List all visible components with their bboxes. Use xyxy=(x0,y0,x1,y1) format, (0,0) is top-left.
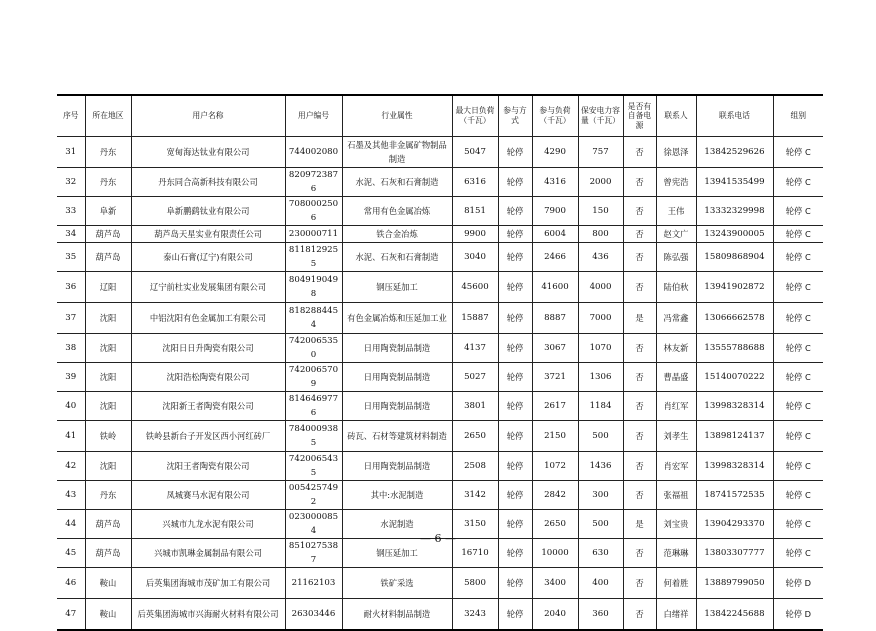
cell-name: 泰山石膏(辽宁)有限公司 xyxy=(131,243,285,272)
cell-phone: 18741572535 xyxy=(696,481,773,510)
column-header: 最大日负荷（千瓦） xyxy=(452,95,498,137)
cell-no: 43 xyxy=(57,481,85,510)
cell-backup: 否 xyxy=(623,197,656,226)
cell-load: 2650 xyxy=(532,510,578,539)
cell-load: 7900 xyxy=(532,197,578,226)
cell-no: 33 xyxy=(57,197,85,226)
cell-contact: 徐恩泽 xyxy=(656,137,696,168)
cell-security: 1184 xyxy=(578,392,623,421)
table-row xyxy=(57,243,823,272)
cell-name: 后英集团海城市兴海耐火材料有限公司 xyxy=(131,599,285,631)
cell-load: 8887 xyxy=(532,303,578,334)
cell-name: 后英集团海城市茂矿加工有限公司 xyxy=(131,568,285,599)
column-header: 参与负荷（千瓦） xyxy=(532,95,578,137)
cell-name: 凤城赛马水泥有限公司 xyxy=(131,481,285,510)
cell-industry: 水泥、石灰和石膏制造 xyxy=(342,243,452,272)
cell-phone: 13889799050 xyxy=(696,568,773,599)
cell-load: 3067 xyxy=(532,334,578,363)
cell-max-load: 3243 xyxy=(452,599,498,631)
cell-backup: 否 xyxy=(623,243,656,272)
cell-max-load: 45600 xyxy=(452,272,498,303)
cell-security: 500 xyxy=(578,421,623,452)
cell-industry: 日用陶瓷制品制造 xyxy=(342,363,452,392)
cell-group: 轮停 C xyxy=(773,243,823,272)
cell-id: 0054257492 xyxy=(285,481,342,510)
cell-region: 葫芦岛 xyxy=(85,243,131,272)
table-body xyxy=(57,137,823,631)
cell-contact: 何着胜 xyxy=(656,568,696,599)
cell-no: 36 xyxy=(57,272,85,303)
table-row xyxy=(57,168,823,197)
cell-contact: 刘宝贵 xyxy=(656,510,696,539)
cell-backup: 否 xyxy=(623,452,656,481)
cell-contact: 白绪祥 xyxy=(656,599,696,631)
column-header: 保安电力容量（千瓦） xyxy=(578,95,623,137)
cell-id: 7840009385 xyxy=(285,421,342,452)
cell-contact: 刘孝生 xyxy=(656,421,696,452)
cell-phone: 15140070222 xyxy=(696,363,773,392)
table-row xyxy=(57,334,823,363)
cell-security: 757 xyxy=(578,137,623,168)
cell-max-load: 3150 xyxy=(452,510,498,539)
cell-security: 1070 xyxy=(578,334,623,363)
cell-contact: 陈弘强 xyxy=(656,243,696,272)
cell-industry: 铁矿采选 xyxy=(342,568,452,599)
cell-group: 轮停 C xyxy=(773,168,823,197)
cell-phone: 13998328314 xyxy=(696,392,773,421)
cell-industry: 铁合金冶炼 xyxy=(342,226,452,243)
cell-no: 39 xyxy=(57,363,85,392)
cell-mode: 轮停 xyxy=(498,137,532,168)
cell-backup: 否 xyxy=(623,421,656,452)
cell-mode: 轮停 xyxy=(498,363,532,392)
cell-mode: 轮停 xyxy=(498,599,532,631)
cell-group: 轮停 C xyxy=(773,272,823,303)
cell-industry: 砖瓦、石材等建筑材料制造 xyxy=(342,421,452,452)
table-header-row xyxy=(57,95,823,137)
cell-load: 4316 xyxy=(532,168,578,197)
cell-name: 阜新鹏鹞钛业有限公司 xyxy=(131,197,285,226)
cell-contact: 赵文广 xyxy=(656,226,696,243)
cell-max-load: 5027 xyxy=(452,363,498,392)
cell-backup: 否 xyxy=(623,334,656,363)
table-row xyxy=(57,392,823,421)
cell-region: 鞍山 xyxy=(85,599,131,631)
cell-no: 32 xyxy=(57,168,85,197)
table-row xyxy=(57,599,823,631)
cell-industry: 日用陶瓷制品制造 xyxy=(342,392,452,421)
cell-id: 21162103 xyxy=(285,568,342,599)
cell-contact: 冯常鑫 xyxy=(656,303,696,334)
cell-group: 轮停 C xyxy=(773,481,823,510)
table-row xyxy=(57,303,823,334)
cell-phone: 13332329998 xyxy=(696,197,773,226)
cell-industry: 耐火材料制品制造 xyxy=(342,599,452,631)
column-header: 联系人 xyxy=(656,95,696,137)
cell-group: 轮停 C xyxy=(773,452,823,481)
cell-region: 阜新 xyxy=(85,197,131,226)
cell-no: 47 xyxy=(57,599,85,631)
cell-phone: 13904293370 xyxy=(696,510,773,539)
cell-mode: 轮停 xyxy=(498,226,532,243)
cell-group: 轮停 C xyxy=(773,421,823,452)
cell-mode: 轮停 xyxy=(498,421,532,452)
cell-contact: 曹晶盛 xyxy=(656,363,696,392)
cell-no: 46 xyxy=(57,568,85,599)
cell-contact: 肖红军 xyxy=(656,392,696,421)
cell-mode: 轮停 xyxy=(498,539,532,568)
cell-security: 1306 xyxy=(578,363,623,392)
cell-max-load: 16710 xyxy=(452,539,498,568)
cell-max-load: 3142 xyxy=(452,481,498,510)
cell-name: 宽甸海达钛业有限公司 xyxy=(131,137,285,168)
cell-no: 35 xyxy=(57,243,85,272)
cell-max-load: 9900 xyxy=(452,226,498,243)
cell-backup: 否 xyxy=(623,539,656,568)
cell-region: 沈阳 xyxy=(85,452,131,481)
cell-contact: 曾宪浩 xyxy=(656,168,696,197)
cell-mode: 轮停 xyxy=(498,510,532,539)
cell-name: 葫芦岛天星实业有限责任公司 xyxy=(131,226,285,243)
cell-security: 400 xyxy=(578,568,623,599)
cell-no: 44 xyxy=(57,510,85,539)
column-header: 参与方式 xyxy=(498,95,532,137)
cell-phone: 13555788688 xyxy=(696,334,773,363)
cell-industry: 有色金属冶炼和压延加工业 xyxy=(342,303,452,334)
cell-backup: 否 xyxy=(623,392,656,421)
cell-phone: 13842529626 xyxy=(696,137,773,168)
cell-load: 41600 xyxy=(532,272,578,303)
cell-id: 8049190498 xyxy=(285,272,342,303)
cell-load: 2040 xyxy=(532,599,578,631)
cell-load: 2842 xyxy=(532,481,578,510)
cell-load: 2466 xyxy=(532,243,578,272)
cell-security: 4000 xyxy=(578,272,623,303)
cell-industry: 日用陶瓷制品制造 xyxy=(342,334,452,363)
cell-region: 沈阳 xyxy=(85,334,131,363)
cell-group: 轮停 C xyxy=(773,137,823,168)
cell-region: 铁岭 xyxy=(85,421,131,452)
cell-industry: 钢压延加工 xyxy=(342,539,452,568)
cell-mode: 轮停 xyxy=(498,452,532,481)
cell-security: 360 xyxy=(578,599,623,631)
cell-industry: 钢压延加工 xyxy=(342,272,452,303)
cell-max-load: 3040 xyxy=(452,243,498,272)
cell-contact: 范琳琳 xyxy=(656,539,696,568)
cell-name: 沈阳浩松陶瓷有限公司 xyxy=(131,363,285,392)
cell-id: 8146469776 xyxy=(285,392,342,421)
cell-group: 轮停 C xyxy=(773,303,823,334)
cell-id: 7080002506 xyxy=(285,197,342,226)
cell-security: 436 xyxy=(578,243,623,272)
cell-backup: 否 xyxy=(623,568,656,599)
cell-phone: 13066662578 xyxy=(696,303,773,334)
cell-phone: 13941535499 xyxy=(696,168,773,197)
cell-region: 辽阳 xyxy=(85,272,131,303)
cell-contact: 王伟 xyxy=(656,197,696,226)
column-header: 联系电话 xyxy=(696,95,773,137)
table-row xyxy=(57,137,823,168)
cell-id: 7420065350 xyxy=(285,334,342,363)
cell-phone: 13803307777 xyxy=(696,539,773,568)
cell-no: 41 xyxy=(57,421,85,452)
cell-no: 37 xyxy=(57,303,85,334)
cell-no: 34 xyxy=(57,226,85,243)
cell-max-load: 4137 xyxy=(452,334,498,363)
cell-max-load: 5800 xyxy=(452,568,498,599)
cell-backup: 否 xyxy=(623,481,656,510)
table-row xyxy=(57,197,823,226)
cell-no: 38 xyxy=(57,334,85,363)
cell-contact: 林友新 xyxy=(656,334,696,363)
cell-security: 300 xyxy=(578,481,623,510)
cell-region: 沈阳 xyxy=(85,363,131,392)
cell-phone: 13898124137 xyxy=(696,421,773,452)
cell-no: 42 xyxy=(57,452,85,481)
column-header: 所在地区 xyxy=(85,95,131,137)
cell-no: 40 xyxy=(57,392,85,421)
cell-name: 中铝沈阳有色金属加工有限公司 xyxy=(131,303,285,334)
cell-contact: 陆伯秋 xyxy=(656,272,696,303)
cell-mode: 轮停 xyxy=(498,272,532,303)
cell-id: 744002080 xyxy=(285,137,342,168)
cell-region: 丹东 xyxy=(85,481,131,510)
cell-name: 兴城市九龙水泥有限公司 xyxy=(131,510,285,539)
cell-phone: 13941902872 xyxy=(696,272,773,303)
column-header: 组别 xyxy=(773,95,823,137)
cell-backup: 否 xyxy=(623,272,656,303)
cell-security: 630 xyxy=(578,539,623,568)
cell-backup: 否 xyxy=(623,137,656,168)
cell-region: 丹东 xyxy=(85,137,131,168)
cell-security: 1436 xyxy=(578,452,623,481)
cell-security: 150 xyxy=(578,197,623,226)
cell-name: 沈阳新王者陶瓷有限公司 xyxy=(131,392,285,421)
cell-backup: 否 xyxy=(623,226,656,243)
table-row xyxy=(57,481,823,510)
cell-id: 7420065435 xyxy=(285,452,342,481)
cell-region: 鞍山 xyxy=(85,568,131,599)
cell-phone: 13243900005 xyxy=(696,226,773,243)
cell-group: 轮停 C xyxy=(773,363,823,392)
cell-max-load: 3801 xyxy=(452,392,498,421)
table-row xyxy=(57,421,823,452)
cell-load: 10000 xyxy=(532,539,578,568)
cell-group: 轮停 C xyxy=(773,334,823,363)
cell-mode: 轮停 xyxy=(498,334,532,363)
cell-phone: 13842245688 xyxy=(696,599,773,631)
cell-id: 8182884454 xyxy=(285,303,342,334)
cell-mode: 轮停 xyxy=(498,243,532,272)
cell-group: 轮停 D xyxy=(773,568,823,599)
table-row xyxy=(57,363,823,392)
cell-id: 8209723876 xyxy=(285,168,342,197)
cell-load: 1072 xyxy=(532,452,578,481)
column-header: 序号 xyxy=(57,95,85,137)
cell-load: 6004 xyxy=(532,226,578,243)
cell-backup: 否 xyxy=(623,599,656,631)
cell-id: 8510275387 xyxy=(285,539,342,568)
cell-phone: 15809868904 xyxy=(696,243,773,272)
cell-no: 45 xyxy=(57,539,85,568)
page-number: — 6 — xyxy=(420,532,456,545)
cell-security: 7000 xyxy=(578,303,623,334)
column-header: 行业属性 xyxy=(342,95,452,137)
cell-backup: 否 xyxy=(623,363,656,392)
cell-contact: 张福祖 xyxy=(656,481,696,510)
cell-load: 2617 xyxy=(532,392,578,421)
cell-region: 葫芦岛 xyxy=(85,226,131,243)
cell-load: 2150 xyxy=(532,421,578,452)
cell-group: 轮停 C xyxy=(773,392,823,421)
cell-mode: 轮停 xyxy=(498,168,532,197)
cell-industry: 水泥、石灰和石膏制造 xyxy=(342,168,452,197)
cell-region: 沈阳 xyxy=(85,392,131,421)
cell-max-load: 2508 xyxy=(452,452,498,481)
cell-name: 铁岭县新台子开发区西小河红砖厂 xyxy=(131,421,285,452)
cell-name: 兴城市凯琳金属制品有限公司 xyxy=(131,539,285,568)
column-header: 是否有自备电源 xyxy=(623,95,656,137)
table-row xyxy=(57,272,823,303)
table-row xyxy=(57,226,823,243)
cell-region: 葫芦岛 xyxy=(85,510,131,539)
cell-load: 3400 xyxy=(532,568,578,599)
cell-group: 轮停 C xyxy=(773,226,823,243)
cell-industry: 日用陶瓷制品制造 xyxy=(342,452,452,481)
cell-max-load: 5047 xyxy=(452,137,498,168)
cell-security: 800 xyxy=(578,226,623,243)
cell-id: 8118129255 xyxy=(285,243,342,272)
cell-security: 2000 xyxy=(578,168,623,197)
cell-group: 轮停 C xyxy=(773,510,823,539)
cell-group: 轮停 C xyxy=(773,539,823,568)
cell-backup: 否 xyxy=(623,168,656,197)
cell-backup: 是 xyxy=(623,510,656,539)
cell-group: 轮停 C xyxy=(773,197,823,226)
cell-name: 沈阳王者陶瓷有限公司 xyxy=(131,452,285,481)
cell-mode: 轮停 xyxy=(498,568,532,599)
cell-industry: 其中:水泥制造 xyxy=(342,481,452,510)
cell-mode: 轮停 xyxy=(498,197,532,226)
cell-name: 丹东同合高新科技有限公司 xyxy=(131,168,285,197)
cell-max-load: 15887 xyxy=(452,303,498,334)
cell-id: 7420065709 xyxy=(285,363,342,392)
cell-id: 230000711 xyxy=(285,226,342,243)
column-header: 用户编号 xyxy=(285,95,342,137)
cell-mode: 轮停 xyxy=(498,392,532,421)
cell-industry: 石墨及其他非金属矿物制品制造 xyxy=(342,137,452,168)
cell-phone: 13998328314 xyxy=(696,452,773,481)
cell-industry: 水泥制造 xyxy=(342,510,452,539)
cell-id: 0230000854 xyxy=(285,510,342,539)
cell-name: 辽宁前杜实业发展集团有限公司 xyxy=(131,272,285,303)
cell-mode: 轮停 xyxy=(498,303,532,334)
cell-group: 轮停 D xyxy=(773,599,823,631)
cell-contact: 肖宏军 xyxy=(656,452,696,481)
cell-id: 26303446 xyxy=(285,599,342,631)
cell-no: 31 xyxy=(57,137,85,168)
cell-load: 3721 xyxy=(532,363,578,392)
cell-region: 沈阳 xyxy=(85,303,131,334)
table-row xyxy=(57,452,823,481)
column-header: 用户名称 xyxy=(131,95,285,137)
cell-max-load: 2650 xyxy=(452,421,498,452)
user-table xyxy=(57,94,823,631)
cell-security: 500 xyxy=(578,510,623,539)
cell-max-load: 8151 xyxy=(452,197,498,226)
cell-industry: 常用有色金属冶炼 xyxy=(342,197,452,226)
cell-region: 丹东 xyxy=(85,168,131,197)
table-row xyxy=(57,568,823,599)
cell-region: 葫芦岛 xyxy=(85,539,131,568)
cell-load: 4290 xyxy=(532,137,578,168)
cell-max-load: 6316 xyxy=(452,168,498,197)
cell-name: 沈阳日日升陶瓷有限公司 xyxy=(131,334,285,363)
cell-backup: 是 xyxy=(623,303,656,334)
cell-mode: 轮停 xyxy=(498,481,532,510)
